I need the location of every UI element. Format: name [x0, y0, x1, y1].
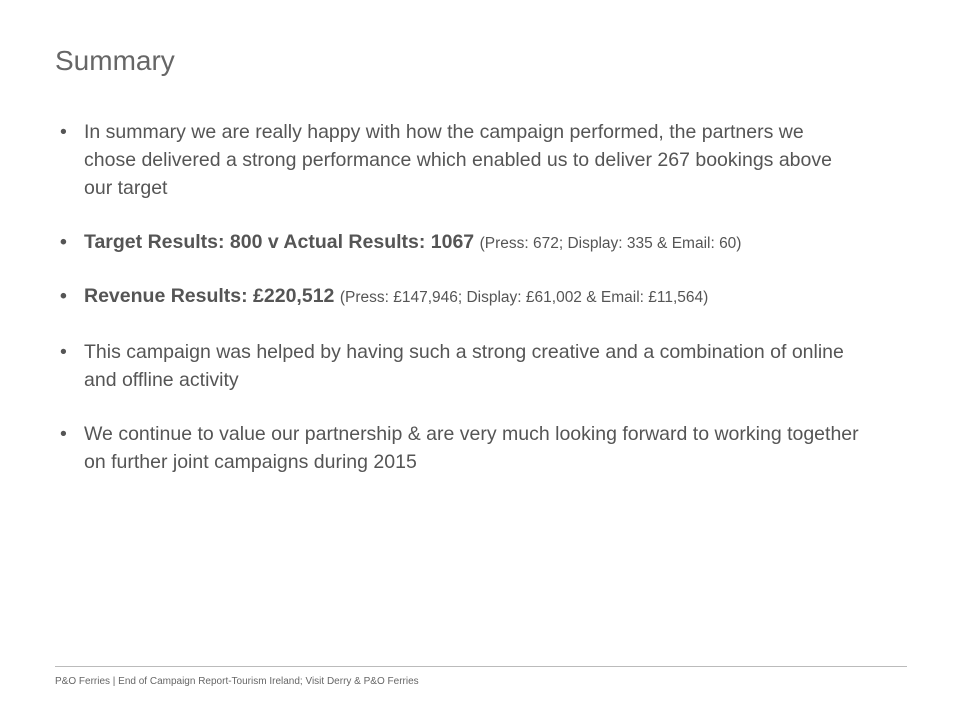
- bullet-text: In summary we are really happy with how the campaign performed, the partners we chose delivered a strong performance which enabled us to deliver 267 bookings above our target: [84, 121, 832, 199]
- bullet-item-target-results: [60, 228, 860, 258]
- bullet-detail: (Press: 672; Display: 335 & Email: 60): [479, 235, 742, 252]
- bullet-detail: (Press: £147,946; Display: £61,002 & Email: £11,564): [339, 289, 709, 306]
- bullet-item-campaign-summary: [60, 118, 860, 202]
- bullet-marker: •: [60, 341, 67, 363]
- bullet-headline: Revenue Results: £220,512: [84, 285, 335, 307]
- bullet-headline: Target Results: 800 v Actual Results: 1067: [84, 231, 475, 253]
- bullet-item-partnership: [60, 420, 860, 476]
- bullet-marker: •: [60, 121, 67, 143]
- bullet-text: We continue to value our partnership & are very much looking forward to working together on further joint campaigns during 2015: [84, 423, 859, 473]
- footer-divider: [55, 666, 907, 667]
- summary-bullet-list: [60, 118, 860, 476]
- slide-title: Summary: [55, 45, 175, 76]
- bullet-marker: •: [60, 231, 67, 253]
- bullet-marker: •: [60, 423, 67, 445]
- bullet-item-creative: [60, 338, 860, 394]
- bullet-marker: •: [60, 285, 67, 307]
- bullet-text: This campaign was helped by having such a strong creative and a combination of online and offline activity: [84, 341, 844, 391]
- bullet-item-revenue-results: [60, 282, 860, 312]
- footer-text: P&O Ferries | End of Campaign Report-Tourism Ireland; Visit Derry & P&O Ferries: [55, 676, 419, 687]
